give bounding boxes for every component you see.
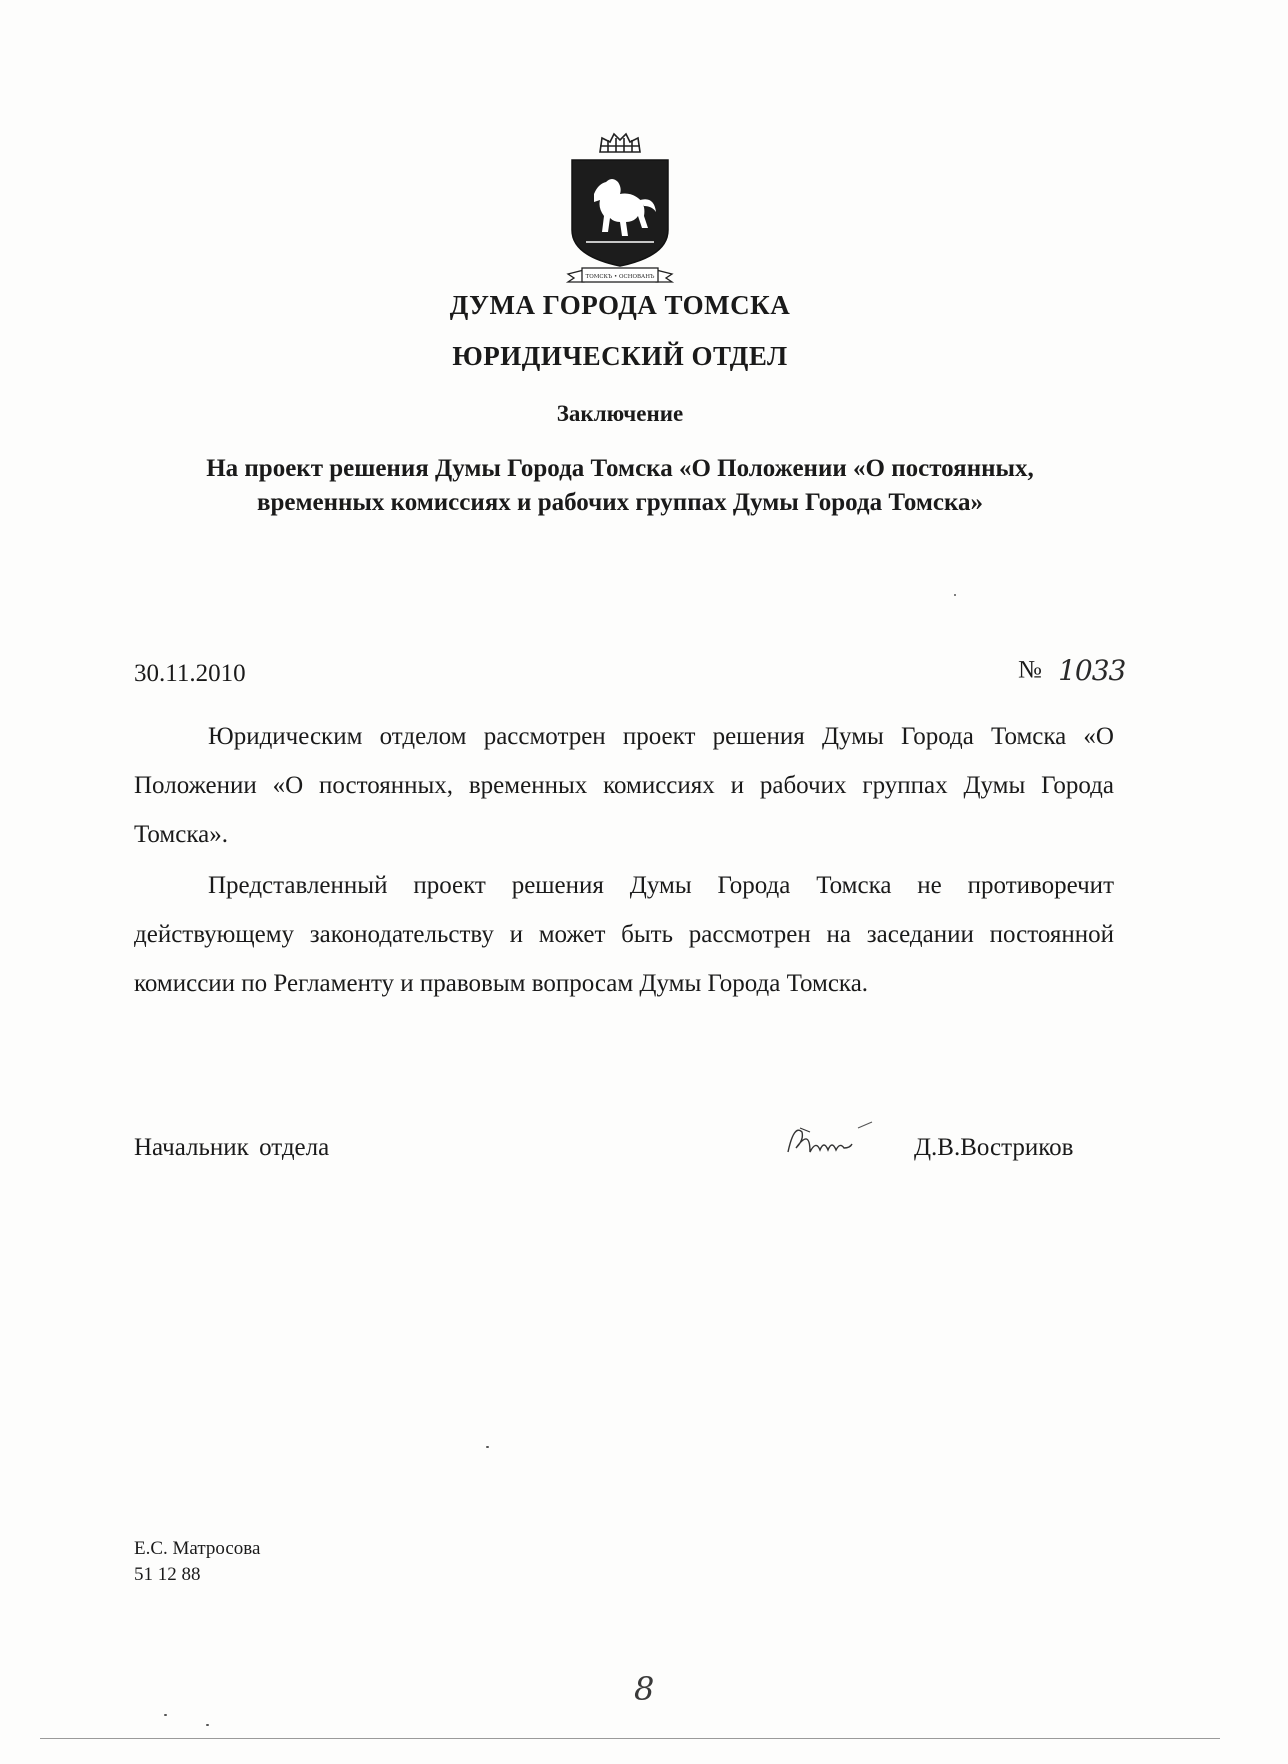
scan-speck bbox=[954, 594, 956, 596]
document-type: Заключение bbox=[556, 401, 684, 426]
executor-name: Е.С. Матросова bbox=[134, 1538, 261, 1559]
executor-phone: 51 12 88 bbox=[134, 1564, 201, 1585]
scan-speck bbox=[206, 1724, 209, 1726]
handwritten-number: 1033 bbox=[1058, 654, 1126, 687]
handwritten-signature-icon bbox=[780, 1118, 880, 1166]
number-sign: № bbox=[1018, 656, 1042, 684]
body-paragraph: Юридическим отделом рассмотрен проект решения Думы Города Томска «О Положении «О постоянных, временных комиссиях и рабочих группах Думы Города Томска». bbox=[134, 723, 1114, 848]
emblem-ribbon-text: ТОМСКЪ • ОСНОВАНЪ bbox=[585, 274, 655, 280]
scan-speck bbox=[486, 1446, 489, 1448]
document-body bbox=[134, 712, 1114, 1010]
document-number bbox=[1018, 654, 1125, 687]
signer-name: Д.В.Востриков bbox=[914, 1134, 1074, 1161]
tomsk-coat-of-arms-icon bbox=[564, 132, 676, 292]
bottom-scan-line bbox=[40, 1738, 1220, 1739]
organization-name: ДУМА ГОРОДА ТОМСКА bbox=[449, 290, 791, 320]
handwritten-page-number: 8 bbox=[634, 1670, 655, 1708]
scan-speck bbox=[164, 1714, 167, 1716]
signer-title: Начальник отдела bbox=[134, 1134, 330, 1161]
document-date: 30.11.2010 bbox=[134, 660, 246, 687]
document-subject: На проект решения Думы Города Томска «О Положении «О постоянных, временных комиссиях и рабочих группах Думы Города Томска» bbox=[206, 455, 1034, 516]
body-paragraph: Представленный проект решения Думы Города Томска не противоречит действующему законодательству и может быть рассмотрен на заседании постоянной комиссии по Регламенту и правовым вопросам Думы Города Томска. bbox=[134, 872, 1114, 997]
department-name: ЮРИДИЧЕСКИЙ ОТДЕЛ bbox=[452, 341, 788, 371]
executor-info bbox=[134, 1536, 260, 1588]
